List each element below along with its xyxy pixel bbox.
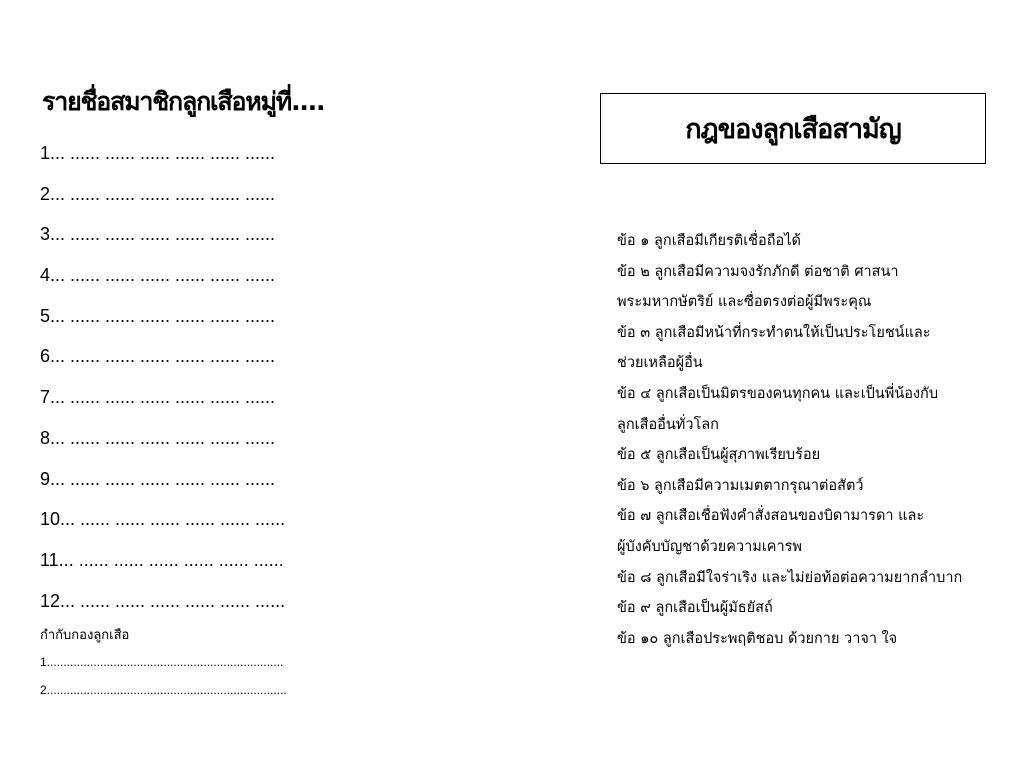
member-line-2: 2... ...... ...... ...... ...... ...... ...... xyxy=(40,183,276,204)
member-line-12: 12... ...... ...... ...... ...... ...... ...... xyxy=(40,590,286,611)
member-line-3: 3... ...... ...... ...... ...... ...... ...... xyxy=(40,224,276,245)
member-line-7: 7... ...... ...... ...... ...... ...... ...... xyxy=(40,387,276,408)
member-line-11: 11... ...... ...... ...... ...... ...... ...... xyxy=(40,549,284,570)
rules-title-box xyxy=(600,93,986,164)
rule-line: ข้อ ๒ ลูกเสือมีความจงรักภักดี ต่อชาติ ศาสนา xyxy=(617,263,899,280)
leader-line-2: 2........................................................................ xyxy=(40,683,287,697)
rule-line: ข้อ ๑๐ ลูกเสือประพฤติชอบ ด้วยกาย วาจา ใจ xyxy=(617,630,898,647)
rule-line: ข้อ ๘ ลูกเสือมีใจร่าเริง และไม่ย่อท้อต่อความยากลำบาก xyxy=(617,569,963,586)
rule-line: ข้อ ๙ ลูกเสือเป็นผู้มัธยัสถ์ xyxy=(617,600,773,617)
rule-line: ลูกเสืออื่นทั่วโลก xyxy=(617,416,719,433)
member-list-title: รายชื่อสมาชิกลูกเสือหมู่ที่.... xyxy=(42,87,325,116)
member-line-5: 5... ...... ...... ...... ...... ...... ...... xyxy=(40,305,276,326)
leader-line-1: 1....................................................................... xyxy=(40,655,284,669)
rule-line: ข้อ ๖ ลูกเสือมีความเมตตากรุณาต่อสัตว์ xyxy=(617,477,864,494)
member-line-8: 8... ...... ...... ...... ...... ...... ...... xyxy=(40,427,276,448)
rule-line: ช่วยเหลือผู้อื่น xyxy=(617,355,703,372)
rule-line: พระมหากษัตริย์ และซื่อตรงต่อผู้มีพระคุณ xyxy=(617,294,872,311)
rule-line: ข้อ ๑ ลูกเสือมีเกียรติเชื่อถือได้ xyxy=(617,233,801,249)
member-line-1: 1... ...... ...... ...... ...... ...... ...... xyxy=(40,143,276,163)
member-line-10: 10... ...... ...... ...... ...... ...... ...... xyxy=(40,509,286,530)
leader-section-title: กำกับกองลูกเสือ xyxy=(40,628,130,643)
rule-line: ข้อ ๗ ลูกเสือเชื่อฟังคำสั่งสอนของบิดามารดา และ xyxy=(617,508,925,525)
rules-title: กฎของลูกเสือสามัญ xyxy=(685,114,901,145)
scout-rules-list xyxy=(617,226,1007,654)
rule-line: ข้อ ๕ ลูกเสือเป็นผู้สุภาพเรียบร้อย xyxy=(617,447,821,464)
rule-line: ข้อ ๓ ลูกเสือมีหน้าที่กระทำตนให้เป็นประโยชน์และ xyxy=(617,324,931,341)
member-line-6: 6... ...... ...... ...... ...... ...... ...... xyxy=(40,346,276,367)
rule-line: ผู้บังคับบัญชาด้วยความเคารพ xyxy=(617,538,802,555)
member-line-4: 4... ...... ...... ...... ...... ...... ...... xyxy=(40,265,276,286)
leader-lines xyxy=(40,648,287,704)
member-list xyxy=(40,136,285,624)
rule-line: ข้อ ๔ ลูกเสือเป็นมิตรของคนทุกคน และเป็นพี่น้องกับ xyxy=(617,385,939,402)
member-line-9: 9... ...... ...... ...... ...... ...... ...... xyxy=(40,468,276,489)
